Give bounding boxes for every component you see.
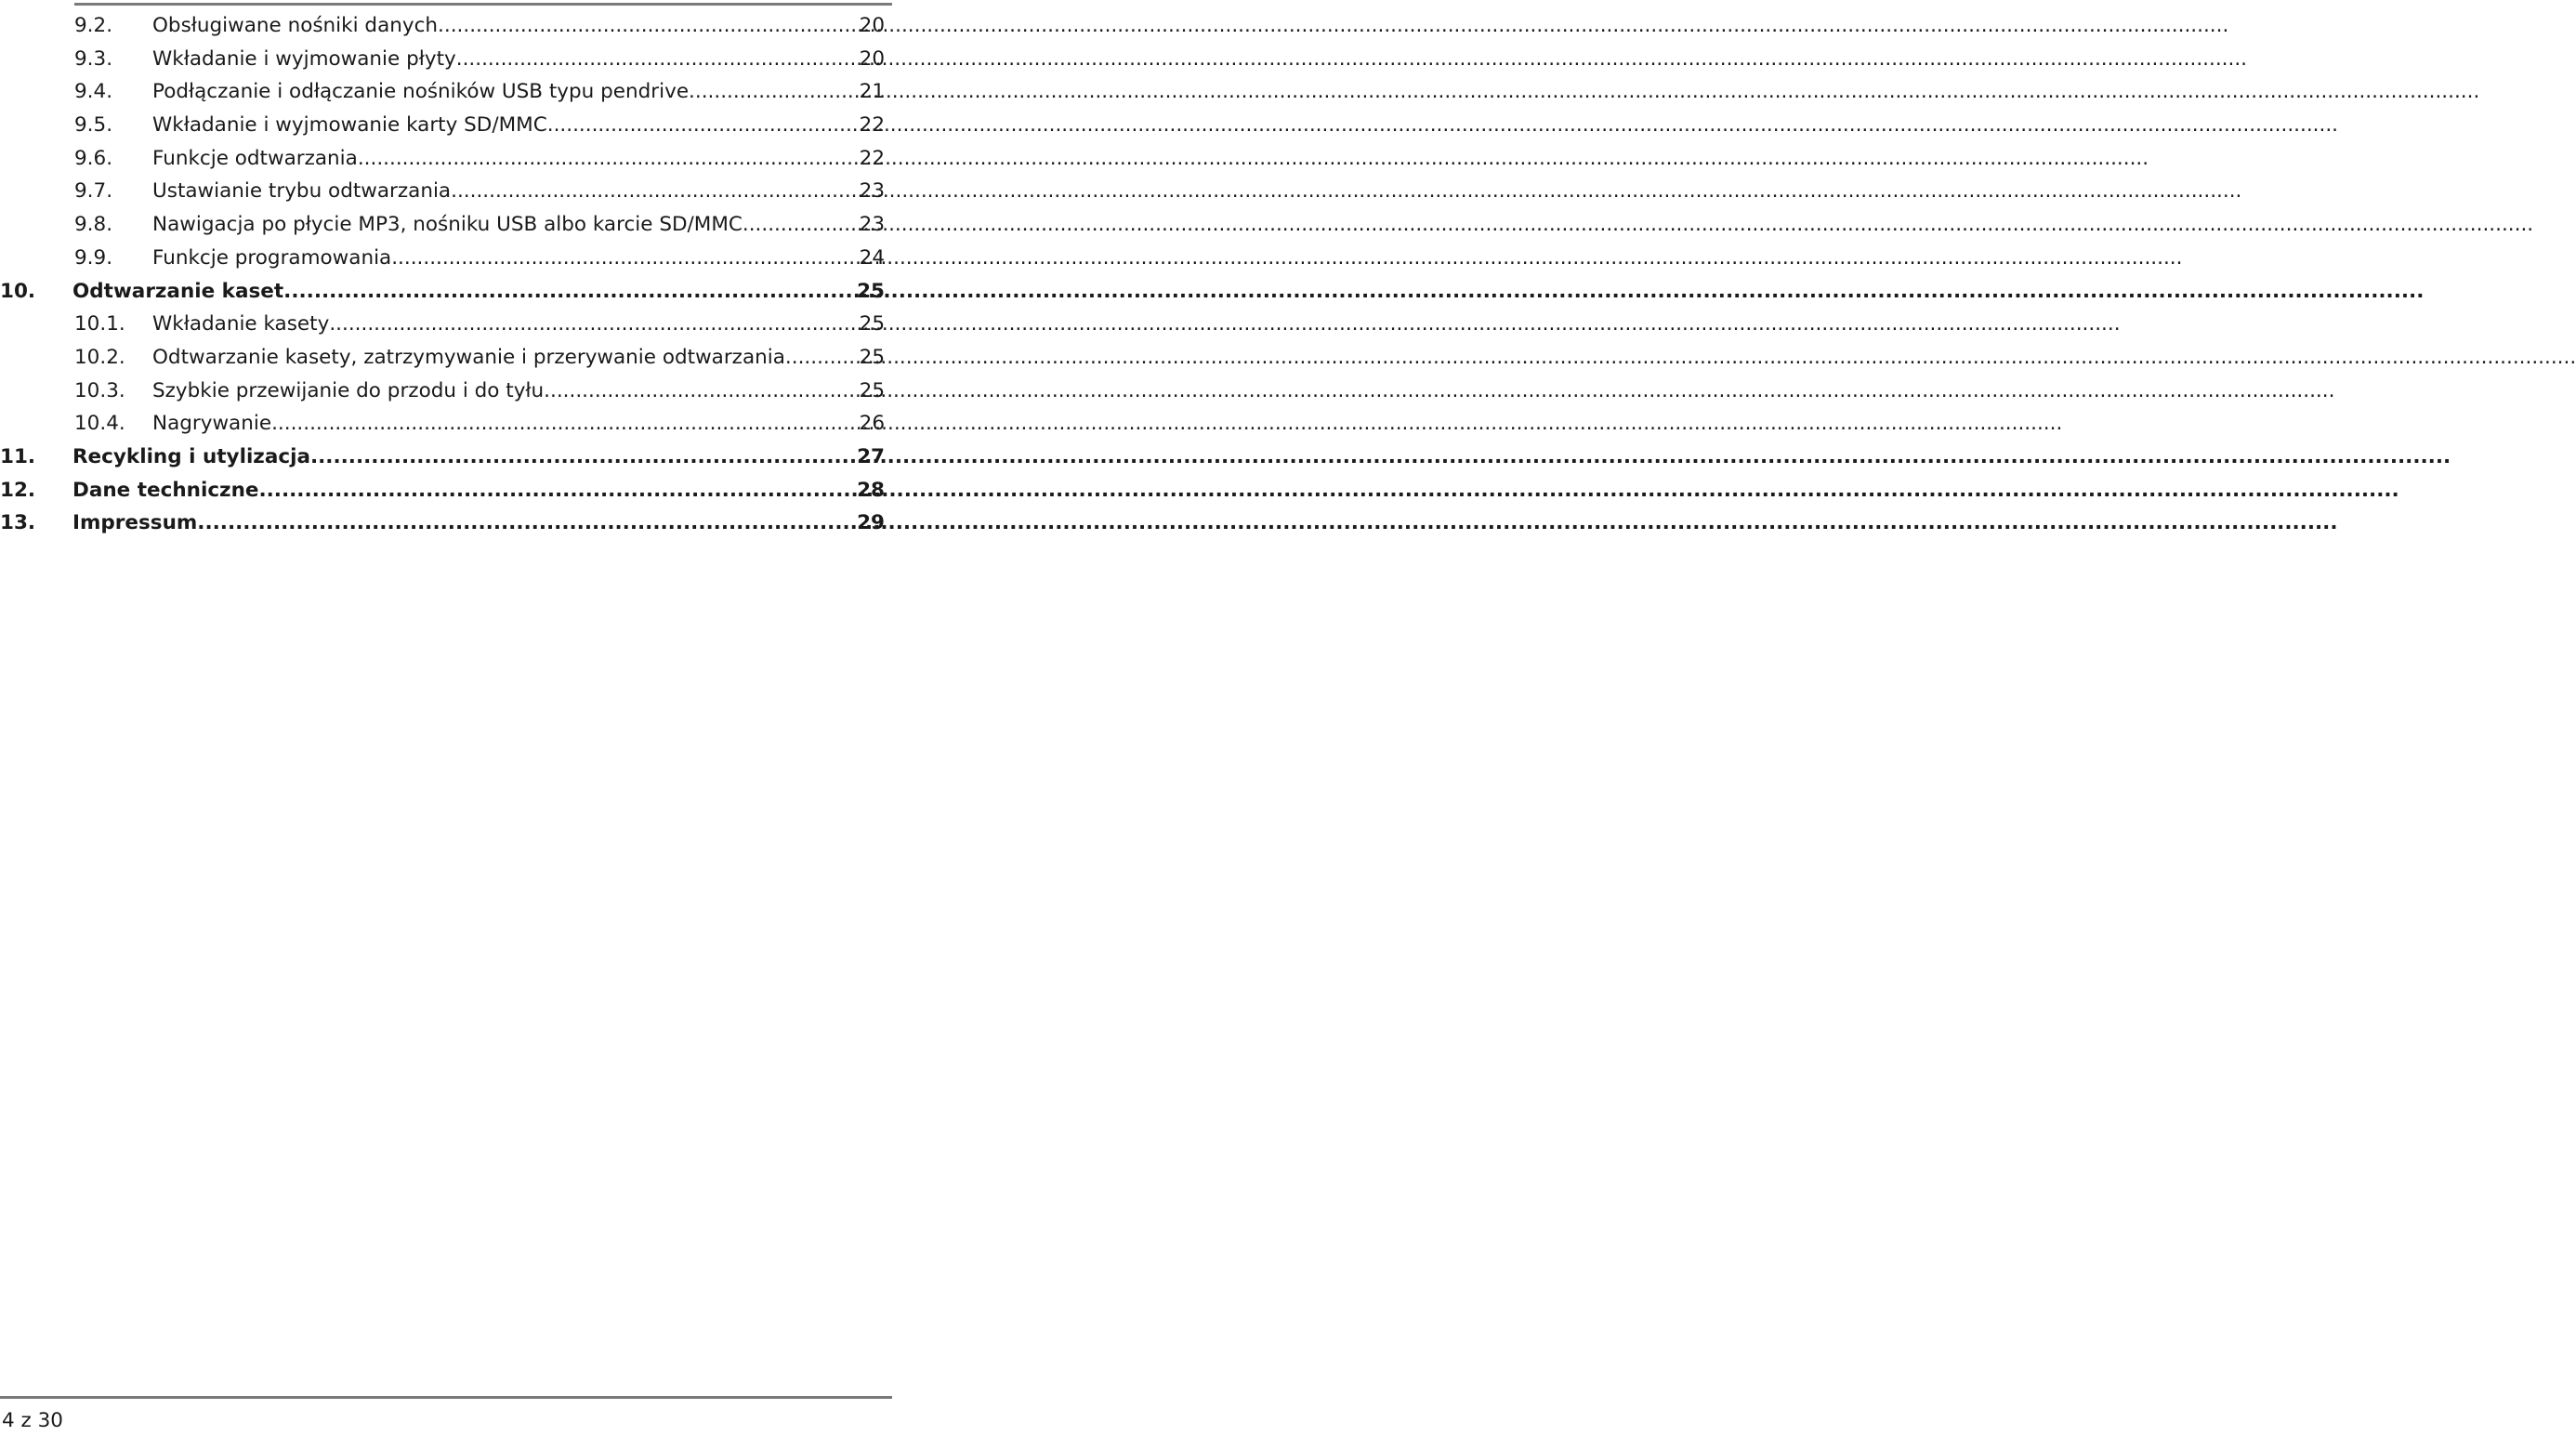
toc-entry[interactable] <box>0 507 885 540</box>
toc-entry-number: 9.8. <box>74 213 113 237</box>
toc-entry-page: 24 <box>859 245 885 270</box>
toc-entry-number: 10. <box>0 279 36 303</box>
toc-entry-title: Wkładanie i wyjmowanie karty SD/MMC <box>152 113 547 138</box>
toc-entry[interactable] <box>0 43 885 76</box>
toc-entry-title: Impressum <box>72 511 198 535</box>
toc-entry[interactable] <box>0 9 885 43</box>
toc-dot-leader <box>271 407 860 441</box>
toc-dot-leader <box>358 142 860 176</box>
toc-entry[interactable] <box>0 242 885 275</box>
toc-entry[interactable] <box>0 275 885 309</box>
toc-dot-leader <box>689 75 860 109</box>
toc-entry-number: 10.2. <box>74 345 125 369</box>
toc-entry-page: 20 <box>859 46 885 71</box>
toc-entry-page: 27 <box>857 444 885 468</box>
toc-entry-title: Obsługiwane nośniki danych <box>152 14 439 37</box>
toc-entry-number: 9.2. <box>74 14 113 37</box>
toc-entry-title: Funkcje odtwarzania <box>152 146 358 170</box>
toc-entry-number: 9.5. <box>74 113 113 138</box>
toc-entry[interactable] <box>0 375 885 408</box>
toc-entry[interactable] <box>0 407 885 441</box>
toc-entry[interactable] <box>0 341 885 375</box>
toc-entry-title: Szybkie przewijanie do przodu i do tyłu <box>152 378 545 402</box>
toc-entry-number: 10.4. <box>74 412 125 436</box>
toc-dot-leader <box>197 507 851 540</box>
toc-entry-title: Dane techniczne <box>72 478 259 502</box>
toc-entry-number: 9.9. <box>74 245 113 270</box>
toc-entry[interactable] <box>0 474 885 507</box>
toc-entry[interactable] <box>0 441 885 474</box>
toc-dot-leader <box>329 308 859 341</box>
toc-entry-page: 25 <box>859 345 885 369</box>
toc-entry-title: Funkcje programowania <box>152 245 392 270</box>
toc-entry-page: 23 <box>859 213 885 237</box>
toc-entry-title: Ustawianie trybu odtwarzania <box>152 179 452 204</box>
toc-dot-leader <box>544 375 859 408</box>
toc-entry-number: 10.3. <box>74 378 125 402</box>
toc-dot-leader <box>438 9 860 43</box>
toc-entry-number: 9.4. <box>74 80 113 104</box>
toc-dot-leader <box>391 242 859 275</box>
toc-dot-leader <box>451 175 860 208</box>
toc-entry[interactable] <box>0 75 885 109</box>
toc-dot-leader <box>283 275 851 309</box>
toc-dot-leader <box>743 208 860 242</box>
toc-entry-title: Podłączanie i odłączanie nośników USB typu pendrive <box>152 80 690 104</box>
toc-entry-page: 29 <box>857 511 885 535</box>
toc-entry[interactable] <box>0 142 885 176</box>
toc-entry-number: 12. <box>0 478 36 502</box>
toc-dot-leader <box>456 43 860 76</box>
toc-dot-leader <box>785 341 860 375</box>
page-number: 4 z 30 <box>2 1409 63 1432</box>
toc-entry-page: 21 <box>859 80 885 104</box>
toc-entry[interactable] <box>0 175 885 208</box>
toc-entry-title: Nawigacja po płycie MP3, nośniku USB albo karcie SD/MMC <box>152 213 743 237</box>
toc-entry-page: 22 <box>859 146 885 170</box>
toc-entry-number: 10.1. <box>74 312 125 336</box>
footer-rule <box>0 1396 892 1399</box>
toc-entry-number: 9.3. <box>74 46 113 71</box>
toc-entry-page: 25 <box>859 312 885 336</box>
toc-entry-page: 20 <box>859 14 885 37</box>
toc-dot-leader <box>310 441 851 474</box>
toc-entry-page: 25 <box>859 378 885 402</box>
toc-entry-title: Nagrywanie <box>152 412 272 436</box>
toc-entry-title: Odtwarzanie kasety, zatrzymywanie i przerywanie odtwarzania <box>152 345 785 369</box>
toc-entry[interactable] <box>0 308 885 341</box>
toc-entry-page: 25 <box>857 279 885 303</box>
toc-entry-page: 26 <box>859 412 885 436</box>
top-rule <box>74 3 892 6</box>
toc-entry-page: 28 <box>857 478 885 502</box>
toc-entry[interactable] <box>0 208 885 242</box>
toc-entry-title: Wkładanie kasety <box>152 312 330 336</box>
toc-entry-page: 23 <box>859 179 885 204</box>
toc-entry-number: 9.6. <box>74 146 113 170</box>
toc-entry-number: 11. <box>0 444 36 468</box>
toc-dot-leader <box>258 474 851 507</box>
toc-entry-number: 9.7. <box>74 179 113 204</box>
table-of-contents <box>0 9 885 540</box>
toc-entry-title: Recykling i utylizacja <box>72 444 310 468</box>
toc-entry-title: Wkładanie i wyjmowanie płyty <box>152 46 456 71</box>
toc-dot-leader <box>547 109 860 142</box>
toc-entry[interactable] <box>0 109 885 142</box>
toc-entry-number: 13. <box>0 511 36 535</box>
toc-entry-page: 22 <box>859 113 885 138</box>
toc-entry-title: Odtwarzanie kaset <box>72 279 284 303</box>
